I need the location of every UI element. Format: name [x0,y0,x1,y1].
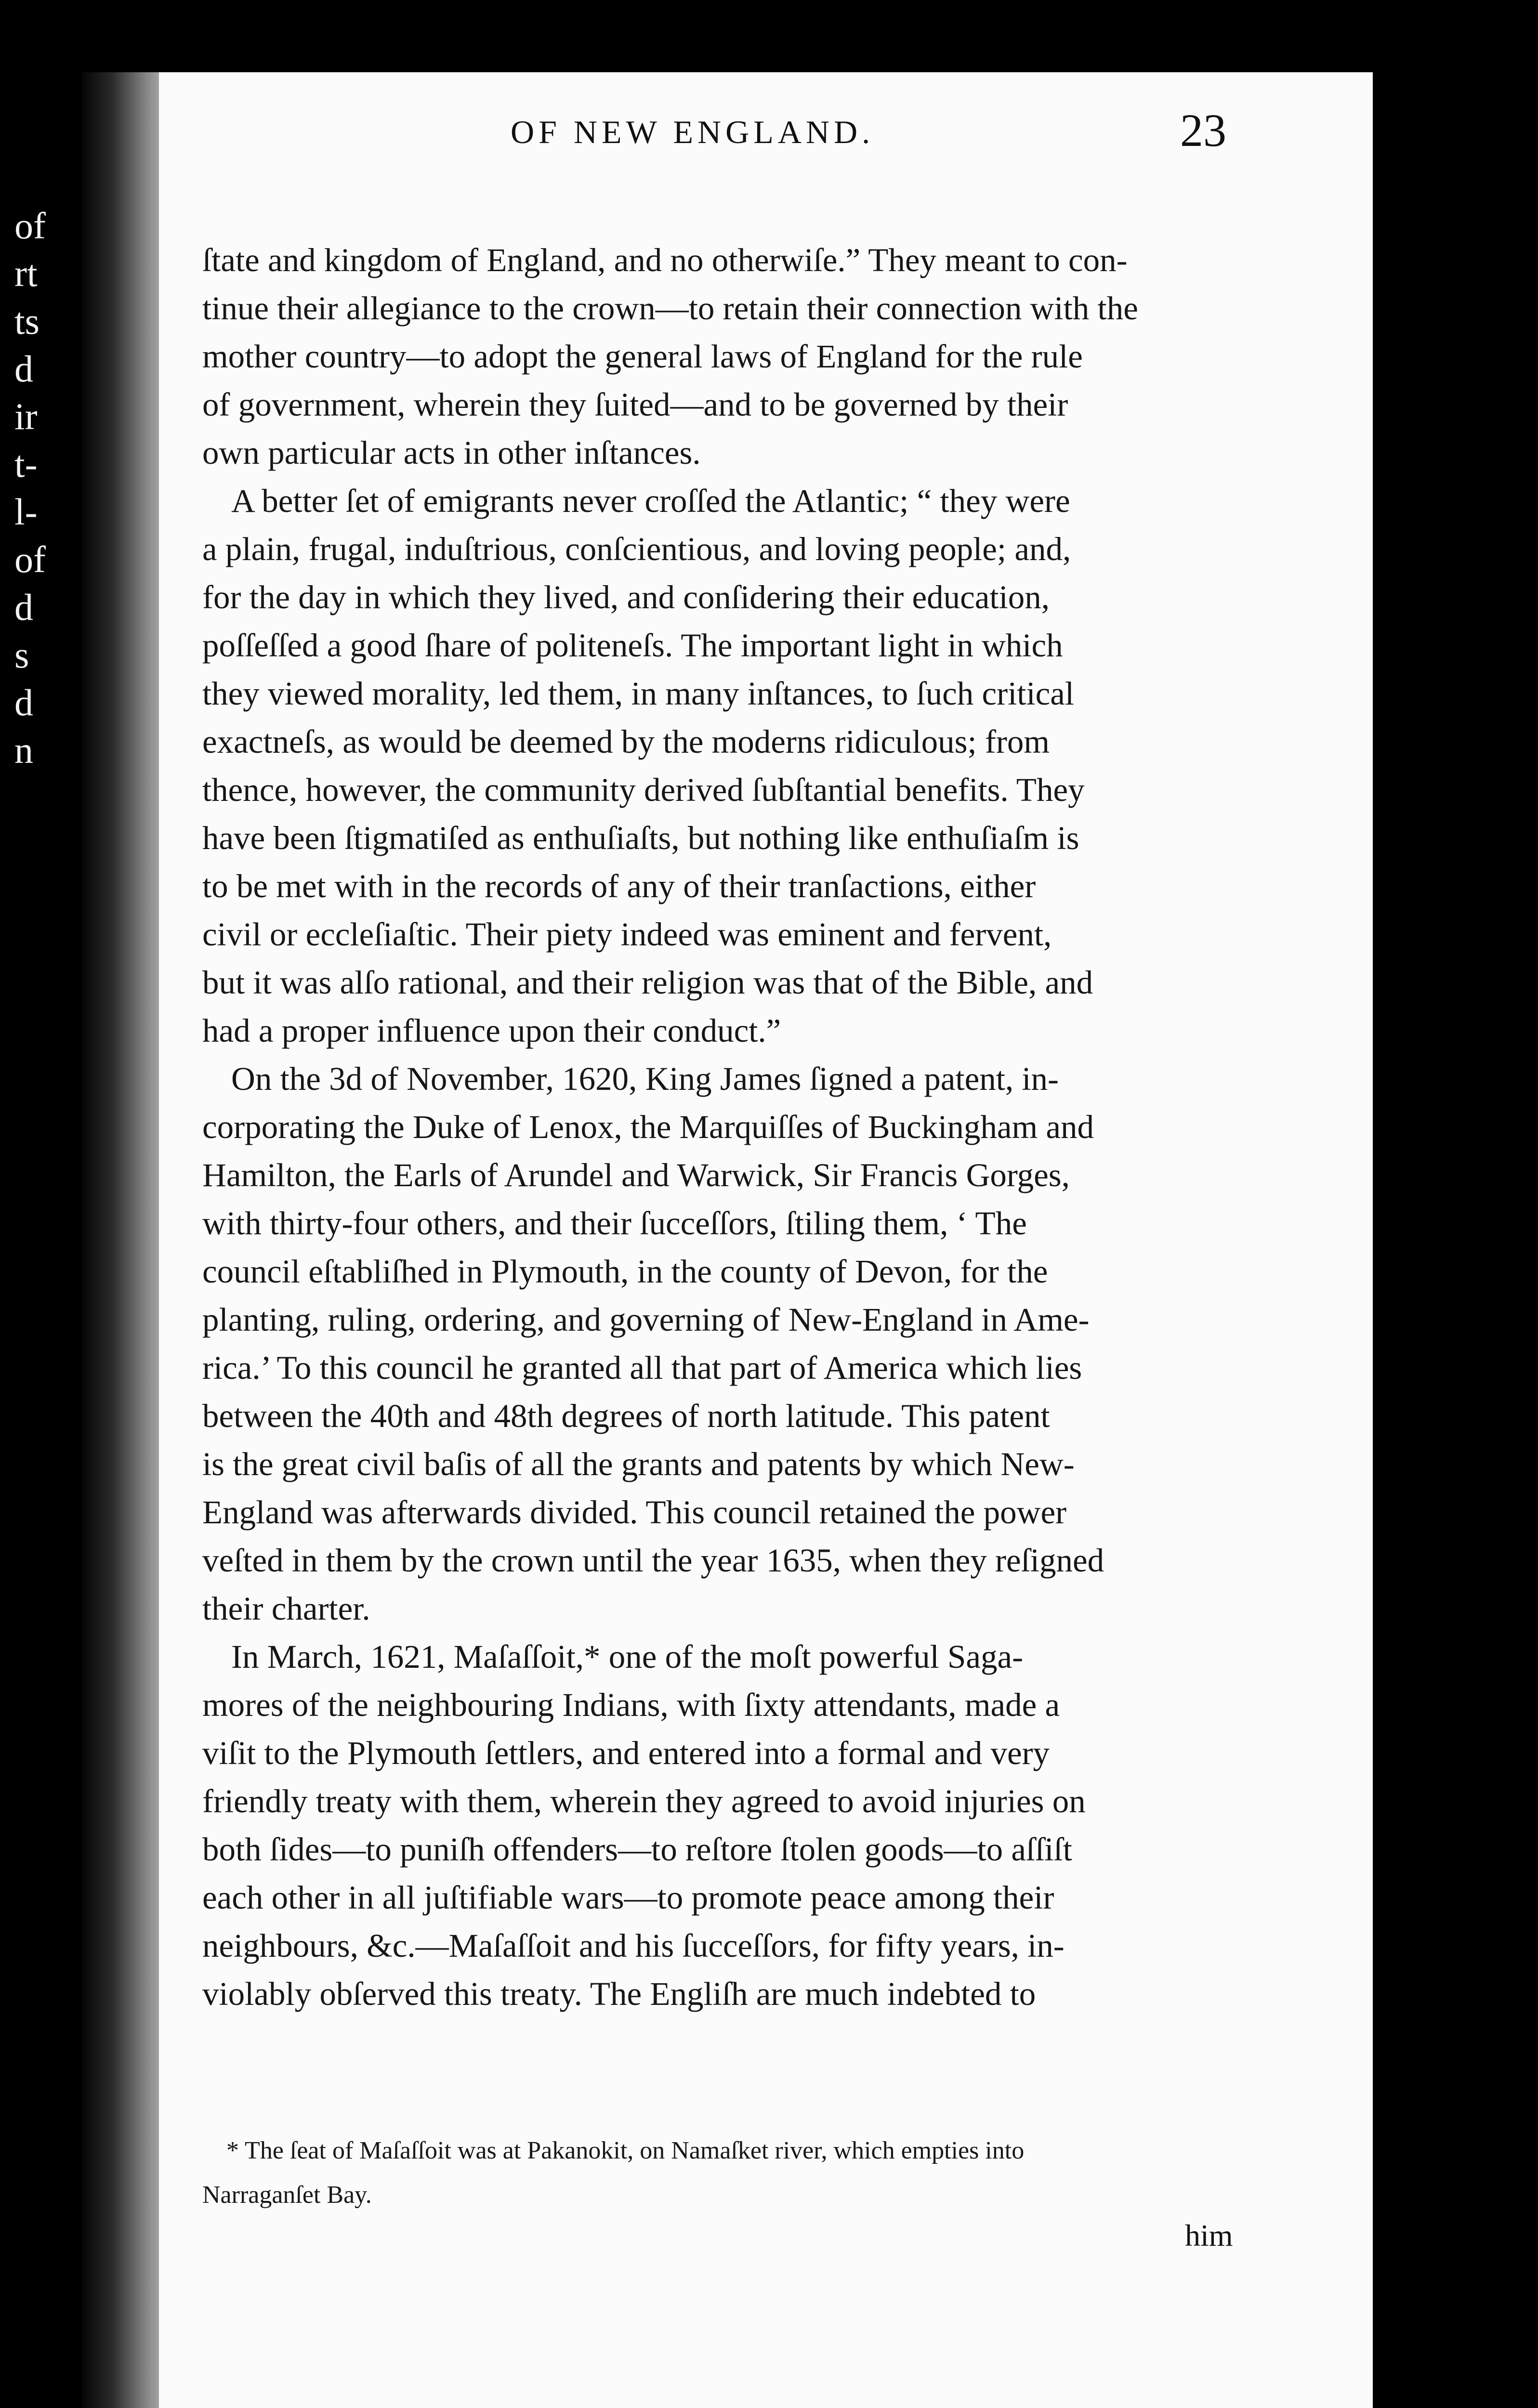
text-line: council eſtabliſhed in Plymouth, in the county of Devon, for the [202,1253,1048,1290]
catchword: him [1185,2218,1233,2252]
facing-page-fragment: of [14,538,46,580]
text-line: In March, 1621, Maſaſſoit,* one of the moſt powerful Saga- [231,1638,1024,1675]
running-header: OF NEW ENGLAND. [511,114,875,150]
text-line: for the day in which they lived, and conſidering their education, [202,579,1050,615]
facing-page-fragment: s [14,634,29,676]
text-line: A better ſet of emigrants never croſſed the Atlantic; “ they were [231,483,1070,519]
text-line: poſſeſſed a good ſhare of politeneſs. The important light in which [202,627,1063,664]
facing-page-fragment: d [14,586,33,628]
facing-page-fragment: ir [14,395,38,437]
text-line: had a proper influence upon their conduct.” [202,1012,781,1049]
text-line: both ſides—to puniſh offenders—to reſtore ſtolen goods—to aſſiſt [202,1831,1072,1868]
text-line: each other in all juſtifiable wars—to promote peace among their [202,1879,1054,1916]
text-line: have been ſtigmatiſed as enthuſiaſts, but nothing like enthuſiaſm is [202,820,1079,856]
text-line: own particular acts in other inſtances. [202,434,701,471]
text-line: is the great civil baſis of all the grants and patents by which New- [202,1446,1075,1482]
text-line: to be met with in the records of any of their tranſactions, either [202,868,1036,904]
text-line: mores of the neighbouring Indians, with ſixty attendants, made a [202,1687,1060,1723]
text-line: violably obſerved this treaty. The Engliſh are much indebted to [202,1976,1036,2012]
facing-page-fragment: t- [14,443,38,485]
text-line: thence, however, the community derived ſubſtantial benefits. They [202,772,1085,808]
facing-page-fragment: n [14,729,33,771]
text-line: planting, ruling, ordering, and governing of New-England in Ame- [202,1301,1090,1338]
text-line: ſtate and kingdom of England, and no otherwiſe.” They meant to con- [202,242,1128,278]
text-line: with thirty-four others, and their ſucceſſors, ſtiling them, ‘ The [202,1205,1027,1242]
text-line: friendly treaty with them, wherein they agreed to avoid injuries on [202,1783,1086,1819]
text-line: mother country—to adopt the general laws of England for the rule [202,338,1083,375]
text-line: tinue their allegiance to the crown—to retain their connection with the [202,290,1138,327]
text-line: veſted in them by the crown until the year 1635, when they reſigned [202,1542,1104,1579]
body-text [202,236,1257,2018]
facing-page-fragment: l- [14,491,38,533]
footnote-line: * The ſeat of Maſaſſoit was at Pakanokit, on Namaſket river, which empties into [226,2137,1025,2164]
text-line: a plain, frugal, induſtrious, conſcientious, and loving people; and, [202,531,1071,567]
text-line: of government, wherein they ſuited—and to be governed by their [202,386,1068,423]
footnote [202,2129,1257,2217]
text-line: Hamilton, the Earls of Arundel and Warwick, Sir Francis Gorges, [202,1157,1070,1193]
facing-page-fragment: of [14,205,46,247]
text-line: neighbours, &c.—Maſaſſoit and his ſucceſſors, for fifty years, in- [202,1927,1065,1964]
facing-page-fragment: d [14,681,33,723]
text-line: corporating the Duke of Lenox, the Marquiſſes of Buckingham and [202,1109,1094,1145]
text-line: they viewed morality, led them, in many inſtances, to ſuch critical [202,675,1075,712]
text-line: viſit to the Plymouth ſettlers, and entered into a formal and very [202,1735,1050,1771]
text-line: their charter. [202,1590,370,1627]
footnote-line: Narraganſet Bay. [202,2181,372,2209]
facing-page-fragment: ts [14,300,40,342]
facing-page-fragment: d [14,348,33,390]
text-line: exactneſs, as would be deemed by the moderns ridiculous; from [202,723,1050,760]
text-line: On the 3d of November, 1620, King James ſigned a patent, in- [231,1060,1059,1097]
facing-page-fragment: rt [14,252,38,294]
text-line: England was afterwards divided. This council retained the power [202,1494,1067,1531]
text-line: rica.’ To this council he granted all that part of America which lies [202,1349,1082,1386]
page-number: 23 [1180,105,1226,156]
text-line: civil or eccleſiaſtic. Their piety indeed was eminent and fervent, [202,916,1052,953]
text-line: but it was alſo rational, and their religion was that of the Bible, and [202,964,1093,1001]
text-line: between the 40th and 48th degrees of north latitude. This patent [202,1398,1050,1434]
